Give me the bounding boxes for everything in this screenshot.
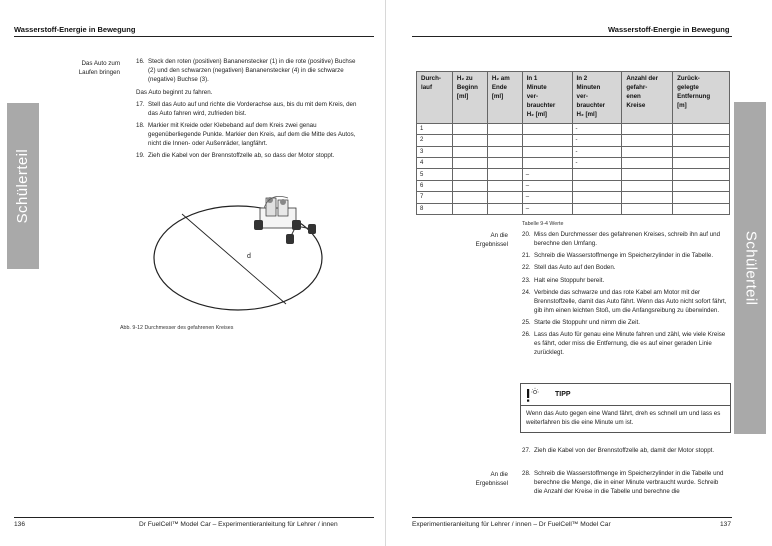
step-text: Miss den Durchmesser des gefahrenen Kreises, schreib ihn auf und berechne den Umfang. [534, 231, 721, 247]
table-row [417, 146, 730, 157]
table-cell: - [572, 146, 622, 157]
table-cell [673, 146, 730, 157]
table-cell: – [522, 180, 572, 191]
step-text: Halt eine Stoppuhr bereit. [534, 276, 605, 284]
diameter-label: d [247, 253, 251, 260]
table-row [417, 180, 730, 191]
step-number: 16. [136, 58, 145, 65]
right-side-tab [734, 102, 766, 434]
table-cell: - [572, 158, 622, 169]
left-margin-note [50, 60, 120, 77]
step-number: 25. [522, 318, 531, 326]
right-side-tab-label: Schülerteil [742, 230, 760, 306]
run-number-cell: 4 [417, 158, 453, 169]
left-steps-a [136, 58, 360, 88]
run-number-cell: 8 [417, 203, 453, 214]
column-header: Zurück- gelegte Entfernung [m] [673, 72, 730, 124]
right-header: Wasserstoff-Energie in Bewegung [608, 25, 730, 34]
tip-box [520, 383, 731, 433]
table-cell [452, 169, 487, 180]
right-page-number: 137 [720, 521, 732, 528]
table-cell [487, 169, 522, 180]
step-text: Steck den roten (positiven) Bananenstecker (1) in die rote (positive) Buchse (2) und den schwarzen (negativen) Bananenstecker (4) in die schwarze (negative) Buchse (3). [148, 58, 356, 83]
run-number-cell: 1 [417, 123, 453, 134]
left-side-tab-label: Schülerteil [13, 148, 31, 224]
run-number-cell: 2 [417, 135, 453, 146]
margin-note-line: An die [490, 232, 508, 239]
step-number: 24. [522, 288, 531, 296]
step-item [522, 277, 728, 286]
step-number: 17. [136, 101, 145, 108]
table-caption: Tabelle 9-4 Werte [522, 221, 564, 227]
tip-body: Wenn das Auto gegen eine Wand fährt, dreh es schnell um und lass es weiterfahren bis die eine Minute um ist. [526, 410, 721, 426]
table-cell [572, 180, 622, 191]
column-header: Durch- lauf [417, 72, 453, 124]
table-cell: - [572, 123, 622, 134]
table-cell [572, 203, 622, 214]
left-footer-rule [14, 517, 374, 518]
margin-note-line: Laufen bringen [78, 68, 120, 76]
step-text: Stell das Auto auf und richte die Vorderachse aus, bis du mit dem Kreis, den das Auto fahren wird, zufrieden bist. [148, 101, 357, 117]
values-table-body [417, 123, 730, 214]
right-steps-b [522, 447, 728, 459]
step-item [136, 152, 360, 161]
table-cell: - [572, 135, 622, 146]
table-cell [622, 192, 673, 203]
left-header: Wasserstoff-Energie in Bewegung [14, 25, 136, 34]
step-item [522, 319, 728, 328]
table-cell: – [522, 203, 572, 214]
table-cell [452, 203, 487, 214]
step-text: Zieh die Kabel von der Brennstoffzelle ab, damit der Motor stoppt. [534, 447, 715, 454]
step-item [522, 447, 728, 456]
column-header: Anzahl der gefahr- enen Kreise [622, 72, 673, 124]
column-header: H₂ am Ende [ml] [487, 72, 522, 124]
right-steps-a [522, 231, 728, 361]
left-header-rule [14, 36, 374, 37]
left-page-number: 136 [14, 521, 26, 528]
figure-caption: Abb. 9-12 Durchmesser des gefahrenen Kreises [120, 325, 234, 331]
table-row [417, 203, 730, 214]
margin-note-line: Das Auto zum [81, 60, 120, 67]
step-item [522, 264, 728, 273]
table-cell [673, 180, 730, 191]
tip-header [521, 384, 730, 406]
left-paragraph: Das Auto beginnt zu fahren. [136, 89, 213, 96]
margin-note-line: Ergebnissel [475, 240, 508, 248]
table-cell: – [522, 169, 572, 180]
margin-note-line: Ergebnissel [475, 479, 508, 487]
column-header: In 2 Minuten ver- brauchter H₂ [ml] [572, 72, 622, 124]
left-footer-text: Dr FuelCell™ Model Car – Experimentieranleitung für Lehrer / innen [139, 521, 338, 528]
table-cell [622, 180, 673, 191]
step-number: 20. [522, 231, 531, 238]
table-cell [522, 146, 572, 157]
step-text: Verbinde das schwarze und das rote Kabel am Motor mit der Brennstoffzelle, damit das Auto fährt. Wenn das Auto nicht sofort fährt, gib ihm einen leichten Stoß, um die Anfangsreibung zu überwinden. [534, 288, 727, 314]
table-cell [487, 135, 522, 146]
step-text: Zieh die Kabel von der Brennstoffzelle ab, so dass der Motor stoppt. [148, 151, 335, 159]
table-cell [572, 192, 622, 203]
tip-exclamation-icon [525, 387, 543, 403]
values-table [416, 71, 730, 215]
table-cell [622, 135, 673, 146]
step-number: 22. [522, 264, 531, 272]
step-text: Starte die Stoppuhr und nimm die Zeit. [534, 318, 640, 326]
step-number: 21. [522, 252, 531, 260]
table-cell [452, 192, 487, 203]
table-cell [522, 123, 572, 134]
run-number-cell: 6 [417, 180, 453, 191]
step-item [522, 331, 728, 357]
run-number-cell: 7 [417, 192, 453, 203]
table-cell [487, 146, 522, 157]
table-cell [673, 123, 730, 134]
step-number: 27. [522, 447, 531, 454]
results-margin-note [438, 232, 508, 249]
table-cell [487, 192, 522, 203]
step-item [136, 58, 360, 84]
step-number: 28. [522, 470, 531, 477]
fuel-cell-car-drawing [254, 196, 316, 244]
table-cell [673, 203, 730, 214]
table-cell [673, 158, 730, 169]
table-row [417, 192, 730, 203]
table-row [417, 158, 730, 169]
step-number: 23. [522, 276, 531, 284]
step-item [522, 252, 728, 261]
step-item [522, 231, 728, 249]
step-item [136, 122, 360, 148]
table-cell [622, 203, 673, 214]
table-cell [487, 158, 522, 169]
step-item [522, 470, 728, 496]
table-row [417, 135, 730, 146]
run-number-cell: 5 [417, 169, 453, 180]
step-number: 18. [136, 122, 145, 130]
right-footer-rule [412, 517, 732, 518]
run-number-cell: 3 [417, 146, 453, 157]
column-header: H₂ zu Beginn [ml] [452, 72, 487, 124]
step-text: Markier mit Kreide oder Klebeband auf dem Kreis zwei genau gegenüberliegende Punkte. Markier den Kreis, auf dem die Mitte des Autos, nicht die Innen- oder Außenräder, langfährt. [148, 122, 356, 147]
right-steps-c [522, 470, 728, 500]
table-header-row [417, 72, 730, 124]
table-cell [452, 158, 487, 169]
step-item [522, 289, 728, 315]
table-row [417, 169, 730, 180]
table-cell [622, 123, 673, 134]
table-cell [487, 123, 522, 134]
table-cell [622, 169, 673, 180]
table-row [417, 123, 730, 134]
table-cell [452, 135, 487, 146]
margin-note-line: An die [490, 471, 508, 478]
step-text: Schreib die Wasserstoffmenge im Speicherzylinder in die Tabelle und berechne die Menge, die in einer Minute verbraucht wurde. Schreib die Anzahl der Kreise in die Tabelle und berechne die [534, 470, 724, 495]
table-cell [452, 180, 487, 191]
column-header: In 1 Minute ver- brauchter H₂ [ml] [522, 72, 572, 124]
step-number: 26. [522, 331, 531, 339]
right-footer-text: Experimentieranleitung für Lehrer / innen – Dr FuelCell™ Model Car [412, 521, 611, 528]
table-cell: – [522, 192, 572, 203]
circle-diameter-figure [120, 190, 370, 325]
step-number: 19. [136, 151, 145, 159]
table-cell [572, 169, 622, 180]
table-cell [452, 123, 487, 134]
step-text: Schreib die Wasserstoffmenge im Speicherzylinder in die Tabelle. [534, 252, 714, 260]
table-cell [522, 158, 572, 169]
table-cell [452, 146, 487, 157]
table-cell [622, 146, 673, 157]
right-page [386, 0, 772, 546]
step-item [136, 101, 360, 119]
table-cell [487, 203, 522, 214]
table-cell [622, 158, 673, 169]
tip-title: TIPP [555, 390, 571, 398]
left-side-tab [7, 103, 39, 269]
results-margin-note-2 [438, 471, 508, 488]
left-steps-b [136, 101, 360, 164]
table-cell [673, 135, 730, 146]
table-cell [487, 180, 522, 191]
table-cell [673, 192, 730, 203]
step-text: Lass das Auto für genau eine Minute fahren und zähl, wie viele Kreise es fährt, oder miss die Entfernung, die es auf einer geraden Linie zurücklegt. [534, 331, 726, 356]
step-text: Stell das Auto auf den Boden. [534, 264, 616, 272]
table-cell [522, 135, 572, 146]
right-header-rule [412, 36, 732, 37]
table-cell [673, 169, 730, 180]
